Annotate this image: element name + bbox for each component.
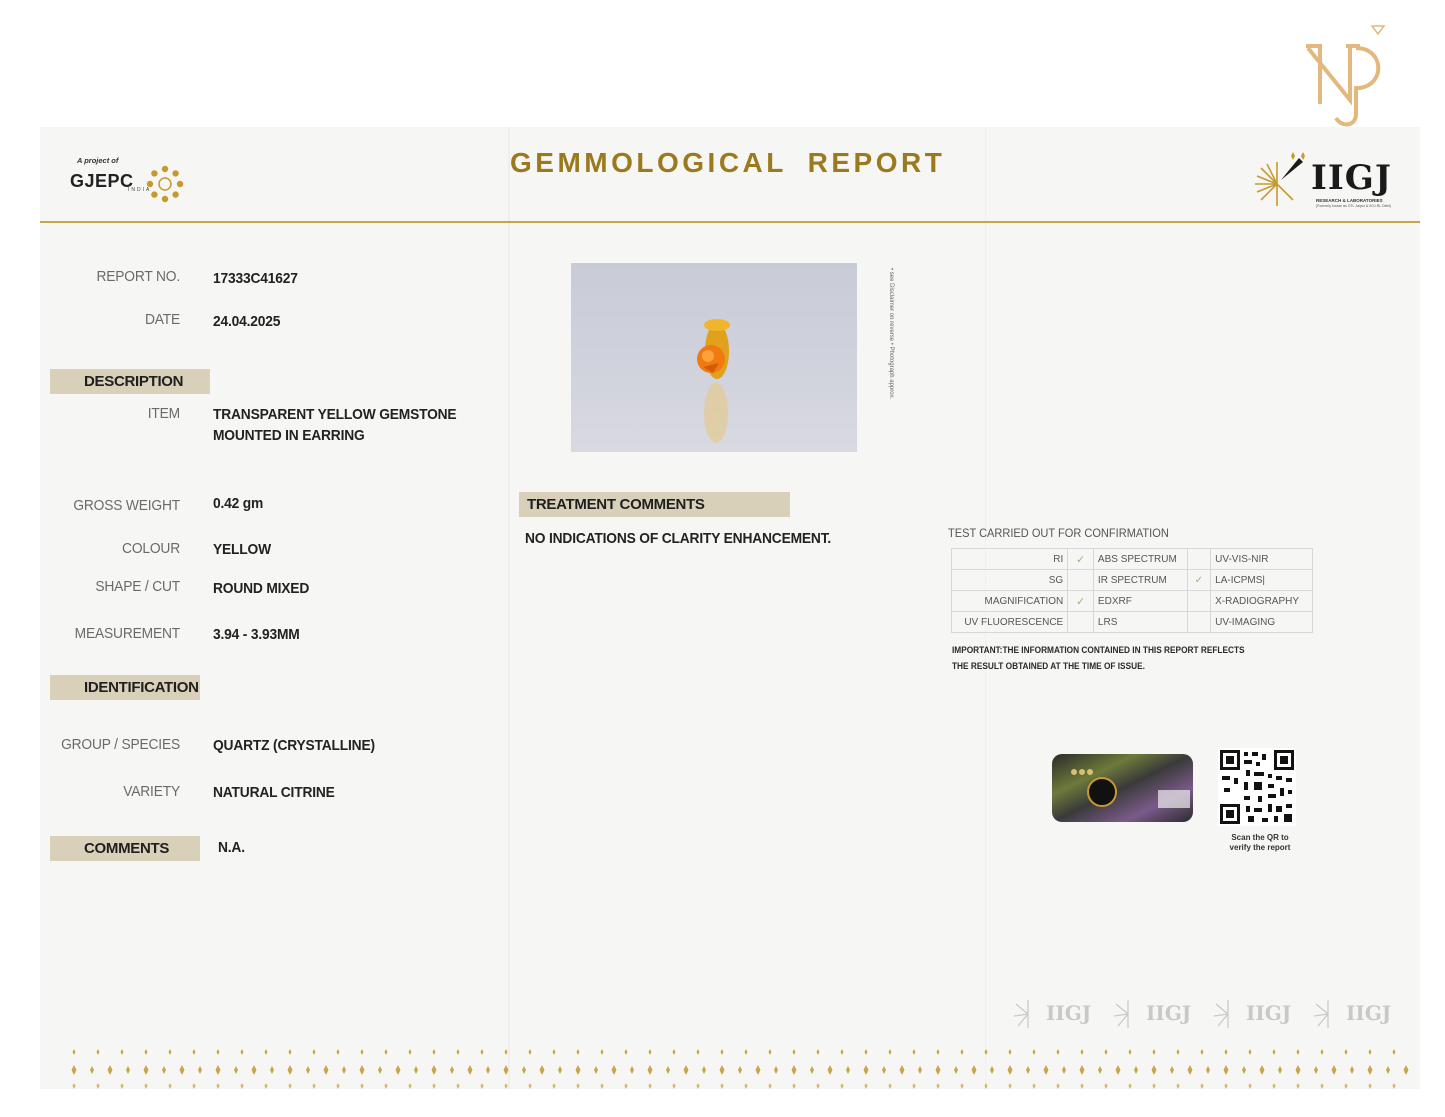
shape-value: ROUND MIXED [213,580,310,597]
description-heading: DESCRIPTION [50,369,210,394]
svg-text:IIGJ: IIGJ [1046,1001,1092,1025]
border-star [97,1083,100,1089]
border-star [1129,1049,1132,1055]
border-star [72,1065,77,1075]
border-star [1201,1049,1204,1055]
border-star [361,1083,364,1089]
item-value-line2: MOUNTED IN EARRING [213,427,365,444]
border-star [889,1083,892,1089]
border-star [108,1065,113,1075]
border-star [90,1066,94,1074]
border-star [601,1049,604,1055]
border-star [1260,1065,1265,1075]
border-star [216,1065,221,1075]
border-star [936,1065,941,1075]
iigj-watermark-logo [1310,992,1402,1032]
gjepc-logo-text: GJEPC [70,171,134,191]
border-star [649,1049,652,1055]
border-star [684,1065,689,1075]
tests-table [951,548,1313,633]
border-star [241,1083,244,1089]
border-star [1386,1066,1390,1074]
border-star [481,1049,484,1055]
iigj-watermark-logo [1110,992,1202,1032]
border-star [577,1083,580,1089]
border-star [594,1066,598,1074]
border-star [990,1066,994,1074]
border-star [846,1066,850,1074]
border-star [529,1049,532,1055]
border-star [985,1049,988,1055]
border-star [385,1049,388,1055]
border-star [1249,1049,1252,1055]
border-star [121,1083,124,1089]
border-star [198,1066,202,1074]
border-star [289,1049,292,1055]
report-no-value: 17333C41627 [213,270,298,287]
important-text: THE INFORMATION CONTAINED IN THIS REPORT REFLECTS THE RESULT OBTAINED AT THE TIME OF ISSUE. [952,645,1245,671]
border-star [673,1083,676,1089]
border-star [1350,1066,1354,1074]
border-star [900,1065,905,1075]
border-star [961,1049,964,1055]
border-star [1278,1066,1282,1074]
border-star [1170,1066,1174,1074]
border-star [1404,1065,1409,1075]
treatment-value: NO INDICATIONS OF CLARITY ENHANCEMENT. [525,530,832,547]
check-empty [1187,591,1211,612]
border-star [721,1083,724,1089]
border-star [649,1083,652,1089]
border-star [306,1066,310,1074]
border-star [288,1065,293,1075]
border-star [1314,1066,1318,1074]
border-star [625,1083,628,1089]
fold-line [508,127,510,1089]
border-star [1134,1066,1138,1074]
border-star [361,1049,364,1055]
border-star [409,1083,412,1089]
border-star [121,1049,124,1055]
border-star [529,1083,532,1089]
border-star [1188,1065,1193,1075]
report-no-label: REPORT NO. [96,268,180,285]
decorative-star-border [70,1044,1420,1094]
border-star [865,1083,868,1089]
border-star [769,1049,772,1055]
border-star [756,1065,761,1075]
border-star [505,1049,508,1055]
iigj-watermark-logo [1010,992,1102,1032]
tests-row [952,612,1313,633]
border-star [342,1066,346,1074]
border-star [324,1065,329,1075]
border-star [1273,1049,1276,1055]
border-star [1177,1083,1180,1089]
nj-brand-logo [1298,18,1398,130]
important-lead: IMPORTANT: [952,645,1003,655]
border-star [1044,1065,1049,1075]
border-star [337,1083,340,1089]
border-star [612,1065,617,1075]
iigj-emblem-icon [1247,150,1307,210]
border-star [241,1049,244,1055]
check-icon: ✓ [1068,549,1094,570]
measurement-label: MEASUREMENT [74,625,180,642]
border-star [1201,1083,1204,1089]
svg-text:IIGJ: IIGJ [1146,1001,1192,1025]
border-star [1296,1065,1301,1075]
border-star [918,1066,922,1074]
border-star [1368,1065,1373,1075]
border-star [1062,1066,1066,1074]
test-name: UV-IMAGING [1211,612,1313,633]
border-star [169,1083,172,1089]
border-star [252,1065,257,1075]
shape-label: SHAPE / CUT [95,578,180,595]
border-star [505,1083,508,1089]
svg-text:IIGJ: IIGJ [1346,1001,1392,1025]
tests-row [952,570,1313,591]
border-star [601,1083,604,1089]
test-name: MAGNIFICATION [952,591,1068,612]
important-notice [952,642,1256,674]
qr-caption-line2: verify the report [1229,843,1291,852]
border-star [409,1049,412,1055]
border-star [97,1049,100,1055]
border-star [73,1049,76,1055]
border-star [793,1049,796,1055]
test-name: X-RADIOGRAPHY [1211,591,1313,612]
group-species-label: GROUP / SPECIES [61,736,180,753]
border-star [468,1065,473,1075]
comments-heading: COMMENTS [50,836,200,861]
border-star [433,1083,436,1089]
border-star [1033,1083,1036,1089]
border-star [553,1083,556,1089]
border-star [673,1049,676,1055]
border-star [577,1049,580,1055]
tests-row [952,549,1313,570]
qr-caption [1225,833,1295,853]
report-title: GEMMOLOGICAL REPORT [510,147,946,178]
earring-image [571,263,857,452]
border-star [457,1083,460,1089]
border-star [625,1049,628,1055]
border-star [1152,1065,1157,1075]
border-star [1081,1049,1084,1055]
border-star [937,1049,940,1055]
border-star [337,1049,340,1055]
tests-heading: TEST CARRIED OUT FOR CONFIRMATION [948,526,1169,540]
border-star [817,1049,820,1055]
border-star [1369,1083,1372,1089]
border-star [1332,1065,1337,1075]
border-star [1345,1049,1348,1055]
colour-label: COLOUR [122,540,180,557]
border-star [265,1083,268,1089]
border-star [126,1066,130,1074]
iigj-watermark-logo [1210,992,1302,1032]
treatment-heading: TREATMENT COMMENTS [519,492,790,517]
border-star [1297,1083,1300,1089]
border-star [360,1065,365,1075]
border-star [1129,1083,1132,1089]
border-star [1116,1065,1121,1075]
colour-value: YELLOW [213,541,271,558]
border-star [553,1049,556,1055]
border-star [1009,1083,1012,1089]
border-star [1177,1049,1180,1055]
border-star [1225,1083,1228,1089]
border-star [481,1083,484,1089]
gross-weight-value: 0.42 gm [213,495,264,512]
border-star [937,1083,940,1089]
border-star [193,1049,196,1055]
border-star [1009,1049,1012,1055]
test-name: EDXRF [1093,591,1187,612]
qr-caption-line1: Scan the QR to [1231,833,1289,842]
border-star [396,1065,401,1075]
comments-value: N.A. [218,839,245,856]
border-star [1345,1083,1348,1089]
border-star [378,1066,382,1074]
border-star [162,1066,166,1074]
border-star [954,1066,958,1074]
border-star [913,1049,916,1055]
border-star [1105,1083,1108,1089]
item-label: ITEM [147,405,180,422]
test-name: LA-ICPMS| [1211,570,1313,591]
border-star [558,1066,562,1074]
border-star [1057,1083,1060,1089]
test-name: UV FLUORESCENCE [952,612,1068,633]
border-star [841,1049,844,1055]
border-star [313,1083,316,1089]
border-star [769,1083,772,1089]
iigj-logo-text: IIGJ [1311,158,1392,198]
check-empty [1068,570,1094,591]
check-icon: ✓ [1068,591,1094,612]
gemstone-photo [571,263,857,452]
border-star [697,1049,700,1055]
border-star [1249,1083,1252,1089]
border-star [1369,1049,1372,1055]
border-star [73,1083,76,1089]
gross-weight-label: GROSS WEIGHT [73,497,180,514]
border-star [961,1083,964,1089]
gjepc-project-of: A project of [77,156,119,165]
border-star [486,1066,490,1074]
check-empty [1187,612,1211,633]
border-star [457,1049,460,1055]
border-star [1321,1049,1324,1055]
border-star [745,1083,748,1089]
border-star [414,1066,418,1074]
group-species-value: QUARTZ (CRYSTALLINE) [213,737,375,754]
border-star [1008,1065,1013,1075]
border-star [169,1049,172,1055]
border-star [145,1083,148,1089]
border-star [793,1083,796,1089]
check-empty [1068,612,1094,633]
border-star [450,1066,454,1074]
border-star [720,1065,725,1075]
border-star [864,1065,869,1075]
test-name: ABS SPECTRUM [1093,549,1187,570]
border-star [1098,1066,1102,1074]
iigj-subtitle: RESEARCH & LABORATORIES [1316,198,1383,203]
border-star [217,1083,220,1089]
iigj-tagline: (Formerly known as GTL Jaipur & IIGJ-RL Delhi) [1316,204,1392,208]
border-star [841,1083,844,1089]
border-star [522,1066,526,1074]
border-star [180,1065,185,1075]
border-star [576,1065,581,1075]
border-star [1026,1066,1030,1074]
border-star [865,1049,868,1055]
border-star [1224,1065,1229,1075]
border-star [697,1083,700,1089]
border-star [234,1066,238,1074]
border-star [1273,1083,1276,1089]
header-divider [40,221,1420,223]
test-name: RI [952,549,1068,570]
border-star [1081,1083,1084,1089]
border-star [630,1066,634,1074]
border-star [1393,1049,1396,1055]
border-star [433,1049,436,1055]
variety-label: VARIETY [123,783,180,800]
test-name: UV-VIS-NIR [1211,549,1313,570]
check-icon: ✓ [1187,570,1211,591]
border-star [774,1066,778,1074]
hologram-sticker [1050,752,1195,824]
border-star [193,1083,196,1089]
tests-row [952,591,1313,612]
border-star [882,1066,886,1074]
border-star [648,1065,653,1075]
border-star [666,1066,670,1074]
date-label: DATE [144,311,180,328]
item-value-line1: TRANSPARENT YELLOW GEMSTONE [213,406,457,423]
border-star [738,1066,742,1074]
photo-disclaimer-note: • see Disclaimer on reverse • Photograph approx. [888,268,894,400]
date-value: 24.04.2025 [213,313,281,330]
border-star [889,1049,892,1055]
border-star [289,1083,292,1089]
border-star [217,1049,220,1055]
border-star [1297,1049,1300,1055]
border-star [745,1049,748,1055]
border-star [1033,1049,1036,1055]
border-star [144,1065,149,1075]
border-star [270,1066,274,1074]
border-star [504,1065,509,1075]
border-star [1153,1049,1156,1055]
border-star [1080,1065,1085,1075]
border-star [792,1065,797,1075]
border-star [313,1049,316,1055]
gjepc-emblem-icon [145,164,185,204]
border-star [265,1049,268,1055]
variety-value: NATURAL CITRINE [213,784,335,801]
test-name: IR SPECTRUM [1093,570,1187,591]
svg-text:IIGJ: IIGJ [1246,1001,1292,1025]
border-star [702,1066,706,1074]
border-star [810,1066,814,1074]
border-star [1105,1049,1108,1055]
test-name: LRS [1093,612,1187,633]
border-star [828,1065,833,1075]
border-star [432,1065,437,1075]
verification-qr-code[interactable] [1218,748,1296,826]
test-name: SG [952,570,1068,591]
border-star [1321,1083,1324,1089]
border-star [1225,1049,1228,1055]
check-empty [1187,549,1211,570]
gjepc-country: INDIA [128,187,152,193]
border-star [1393,1083,1396,1089]
border-star [385,1083,388,1089]
border-star [1206,1066,1210,1074]
border-star [817,1083,820,1089]
border-star [1057,1049,1060,1055]
border-star [1242,1066,1246,1074]
border-star [540,1065,545,1075]
measurement-value: 3.94 - 3.93MM [213,626,300,643]
border-star [913,1083,916,1089]
border-star [145,1049,148,1055]
border-star [721,1049,724,1055]
identification-heading: IDENTIFICATION [50,675,200,700]
border-star [985,1083,988,1089]
border-star [972,1065,977,1075]
border-star [1153,1083,1156,1089]
